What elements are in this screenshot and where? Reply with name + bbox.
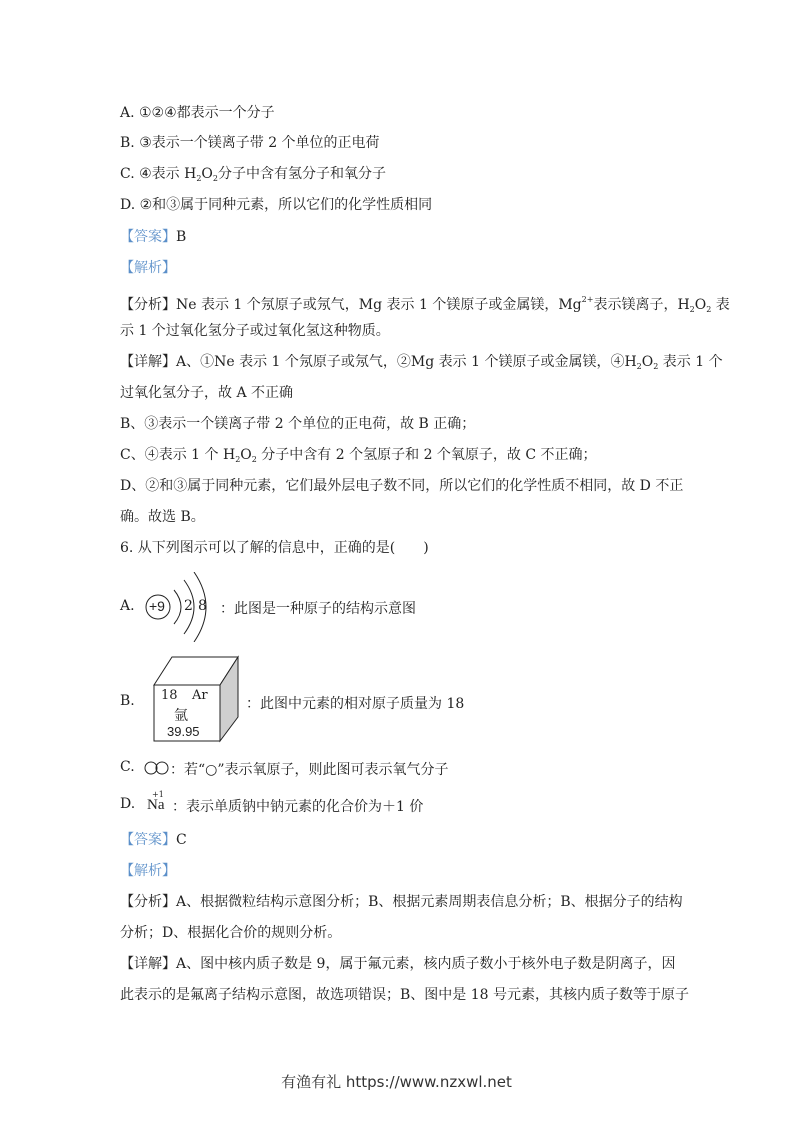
option-a — [120, 572, 520, 642]
text-segment: O — [201, 166, 213, 182]
text-segment: D. ②和③属于同种元素，所以它们的化学性质相同 — [120, 197, 433, 213]
section-heading: 【答案】 — [120, 229, 176, 245]
shell-2-electrons: 8 — [198, 598, 207, 614]
text-segment: 【分析】Ne 表示 1 个氖原子或氖气，Mg 表示 1 个镁原子或金属镁，Mg — [120, 297, 582, 313]
subscript: 2 — [235, 455, 241, 464]
atomic-number: 18 — [161, 688, 178, 703]
text-line — [120, 322, 390, 340]
text-segment: 表示 1 个 — [658, 354, 723, 370]
element-name: 氩 — [174, 708, 188, 724]
text-line — [120, 104, 275, 122]
text-segment: B、③表示一个镁离子带 2 个单位的正电荷，故 B 正确； — [120, 416, 476, 432]
text-line — [120, 446, 597, 469]
text-line — [120, 291, 730, 319]
text-segment: C、④表示 1 个 H — [120, 447, 236, 463]
option-b-text: ：此图中元素的相对原子质量为 18 — [246, 696, 465, 712]
option-a-text: ：此图是一种原子的结构示意图 — [220, 601, 416, 617]
subscript: 2 — [653, 362, 659, 371]
text-segment: A. ①②④都表示一个分子 — [120, 105, 275, 121]
subscript: 2 — [636, 362, 642, 371]
valence-mark: +1 — [152, 790, 164, 799]
option-d-text: ：表示单质钠中钠元素的化合价为＋1 价 — [172, 799, 424, 815]
text-line — [120, 196, 432, 214]
shell-1-electrons: 2 — [184, 598, 193, 614]
text-line — [120, 165, 386, 188]
sodium-symbol: Na — [147, 797, 165, 813]
text-segment: 表示镁离子，H — [593, 297, 690, 313]
section-heading: 【答案】 — [120, 832, 176, 848]
subscript: 2 — [212, 174, 218, 183]
text-line — [120, 539, 429, 557]
text-line — [120, 986, 689, 1004]
text-segment: O — [240, 447, 252, 463]
text-segment: O — [641, 354, 654, 370]
text-line — [120, 259, 176, 277]
text-segment: 【详解】A、①Ne 表示 1 个氖原子或氖气，②Mg 表示 1 个镁原子或金属镁，④H — [120, 354, 637, 370]
option-c-label: C. — [120, 759, 135, 775]
text-line — [120, 228, 186, 246]
text-line — [120, 384, 293, 402]
text-line — [120, 353, 723, 376]
section-heading: 【解析】 — [120, 863, 176, 879]
text-line — [120, 955, 675, 973]
atomic-mass: 39.95 — [167, 724, 200, 739]
text-segment: 【分析】A、根据微粒结构示意图分析；B、根据元素周期表信息分析；B、根据分子的结构 — [120, 894, 683, 910]
option-a-label: A. — [120, 598, 135, 614]
text-segment: 分子中含有氢分子和氧分子 — [218, 166, 386, 182]
text-line — [120, 924, 341, 942]
text-segment: 示 1 个过氧化氢分子或过氧化氢这种物质。 — [120, 323, 390, 339]
text-segment: C. ④表示 H — [120, 166, 197, 182]
option-d — [120, 790, 520, 814]
section-heading: 【解析】 — [120, 260, 176, 276]
text-line — [120, 415, 475, 433]
nucleus-charge: +9 — [149, 598, 165, 614]
text-line — [120, 862, 176, 880]
text-segment: C — [176, 832, 187, 848]
superscript: 2+ — [581, 295, 594, 304]
text-line — [120, 477, 683, 495]
text-segment: 过氧化氢分子，故 A 不正确 — [120, 385, 294, 401]
subscript: 2 — [251, 455, 257, 464]
text-line — [120, 831, 187, 849]
text-segment: D、②和③属于同种元素，它们最外层电子数不同，所以它们的化学性质不相同，故 D 不正 — [120, 478, 684, 494]
text-line — [120, 893, 683, 911]
text-segment: 【详解】A、图中核内质子数是 9，属于氟元素，核内质子数小于核外电子数是阴离子，因 — [120, 956, 676, 972]
text-line — [120, 508, 205, 526]
option-d-label: D. — [120, 796, 136, 812]
text-segment: 分子中含有 2 个氢原子和 2 个氧原子，故 C 不正确； — [256, 447, 597, 463]
subscript: 2 — [689, 305, 695, 314]
option-b — [120, 655, 520, 745]
subscript: 2 — [706, 305, 712, 314]
text-segment: 确。故选 B。 — [120, 509, 205, 525]
text-segment: 分析；D、根据化合价的规则分析。 — [120, 925, 342, 941]
subscript: 2 — [196, 174, 202, 183]
text-segment: 此表示的是氟离子结构示意图，故选项错误；B、图中是 18 号元素，其核内质子数等于原子 — [120, 987, 690, 1003]
text-segment: B. ③表示一个镁离子带 2 个单位的正电荷 — [120, 135, 380, 151]
text-segment: 6. 从下列图示可以了解的信息中，正确的是( ) — [120, 540, 429, 556]
text-segment: B — [176, 229, 187, 245]
text-segment: 表 — [711, 297, 730, 313]
option-c — [120, 759, 520, 779]
text-segment: O — [694, 297, 707, 313]
oxygen-molecule-icon — [144, 761, 170, 775]
footer-watermark: 有渔有礼 https://www.nzxwl.net — [281, 1073, 512, 1091]
text-line — [120, 134, 380, 152]
option-c-text: ：若“○”表示氧原子，则此图可表示氧气分子 — [170, 762, 449, 778]
option-b-label: B. — [120, 693, 135, 709]
element-symbol: Ar — [192, 688, 208, 703]
